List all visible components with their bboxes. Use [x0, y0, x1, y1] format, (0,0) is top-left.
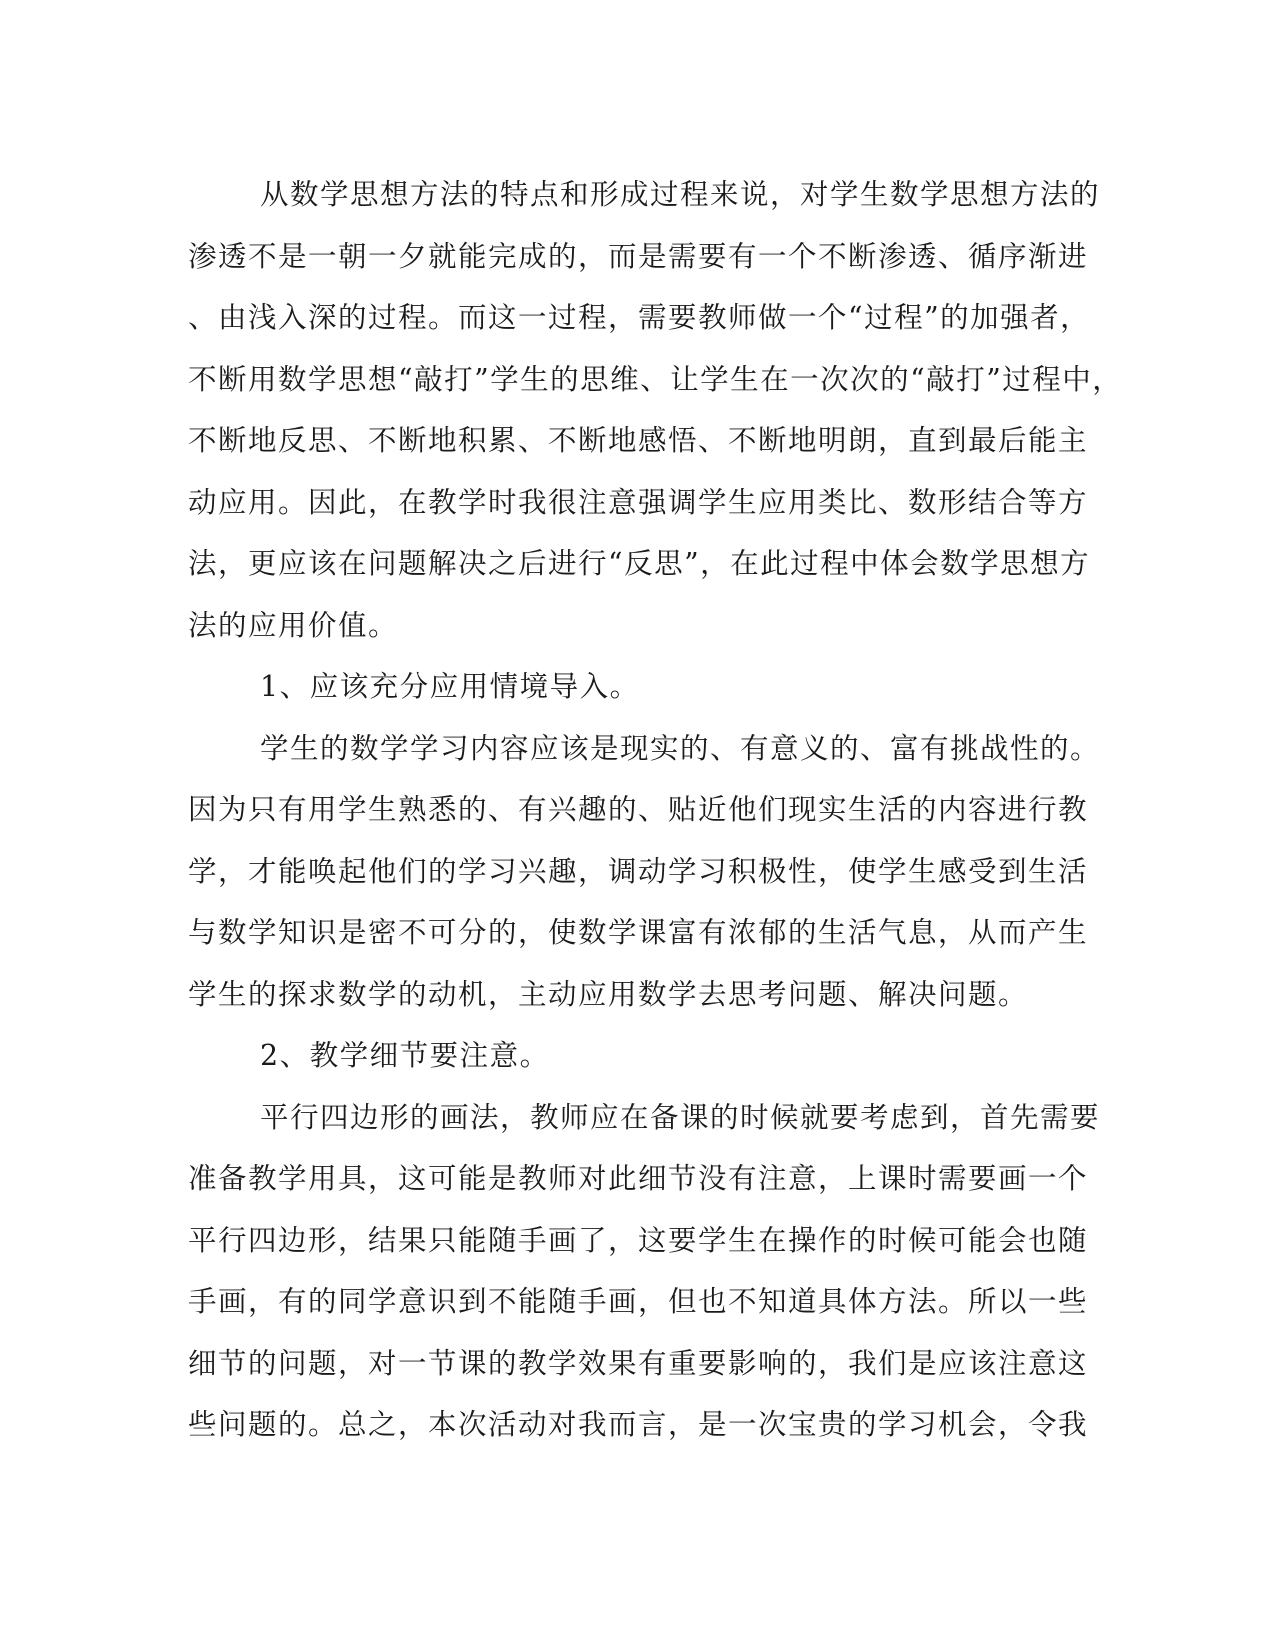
paragraph-1 — [188, 164, 1123, 656]
body-text — [188, 164, 1123, 1456]
paragraph-line: 法，更应该在问题解决之后进行“反思”，在此过程中体会数学思想方 — [188, 547, 1091, 580]
paragraph-line: 些问题的。总之，本次活动对我而言，是一次宝贵的学习机会，令我 — [188, 1408, 1089, 1441]
paragraph-line: 不断地反思、不断地积累、不断地感悟、不断地明朗，直到最后能主 — [188, 424, 1089, 457]
paragraph-line: 动应用。因此，在教学时我很注意强调学生应用类比、数形结合等方 — [188, 485, 1089, 519]
paragraph-line: 手画，有的同学意识到不能随手画，但也不知道具体方法。所以一些 — [188, 1285, 1089, 1318]
paragraph-line: 学，才能唤起他们的学习兴趣，调动学习积极性，使学生感受到生活 — [188, 854, 1089, 888]
paragraph-line: 从数学思想方法的特点和形成过程来说，对学生数学思想方法的 — [260, 178, 1101, 211]
paragraph-line: 因为只有用学生熟悉的、有兴趣的、贴近他们现实生活的内容进行教 — [188, 793, 1089, 826]
paragraph-line: 、由浅入深的过程。而这一过程，需要教师做一个“过程”的加强者， — [188, 301, 1091, 334]
section-heading: 1、应该充分应用情境导入。 — [260, 670, 640, 703]
paragraph-line: 不断用数学思想“敲打”学生的思维、让学生在一次次的“敲打”过程中， — [188, 362, 1123, 396]
paragraph-line: 学生的数学学习内容应该是现实的、有意义的、富有挑战性的。 — [260, 731, 1101, 765]
paragraph-line: 细节的问题，对一节课的教学效果有重要影响的，我们是应该注意这 — [188, 1346, 1089, 1380]
paragraph-line: 法的应用价值。 — [188, 608, 399, 642]
paragraph-line: 学生的探求数学的动机，主动应用数学去思考问题、解决问题。 — [188, 977, 1029, 1011]
section-heading: 2、教学细节要注意。 — [260, 1039, 550, 1072]
paragraph-line: 与数学知识是密不可分的，使数学课富有浓郁的生活气息，从而产生 — [188, 916, 1089, 949]
paragraph-line: 渗透不是一朝一夕就能完成的，而是需要有一个不断渗透、循序渐进 — [188, 239, 1089, 273]
paragraph-line: 平行四边形，结果只能随手画了，这要学生在操作的时候可能会也随 — [188, 1223, 1089, 1257]
paragraph-line: 准备教学用具，这可能是教师对此细节没有注意，上课时需要画一个 — [188, 1162, 1089, 1195]
heading-2 — [188, 1025, 1068, 1087]
paragraph-2 — [188, 718, 1101, 1026]
paragraph-line: 平行四边形的画法，教师应在备课的时候就要考虑到，首先需要 — [260, 1100, 1101, 1134]
heading-1 — [188, 656, 1068, 718]
paragraph-3 — [188, 1087, 1101, 1456]
